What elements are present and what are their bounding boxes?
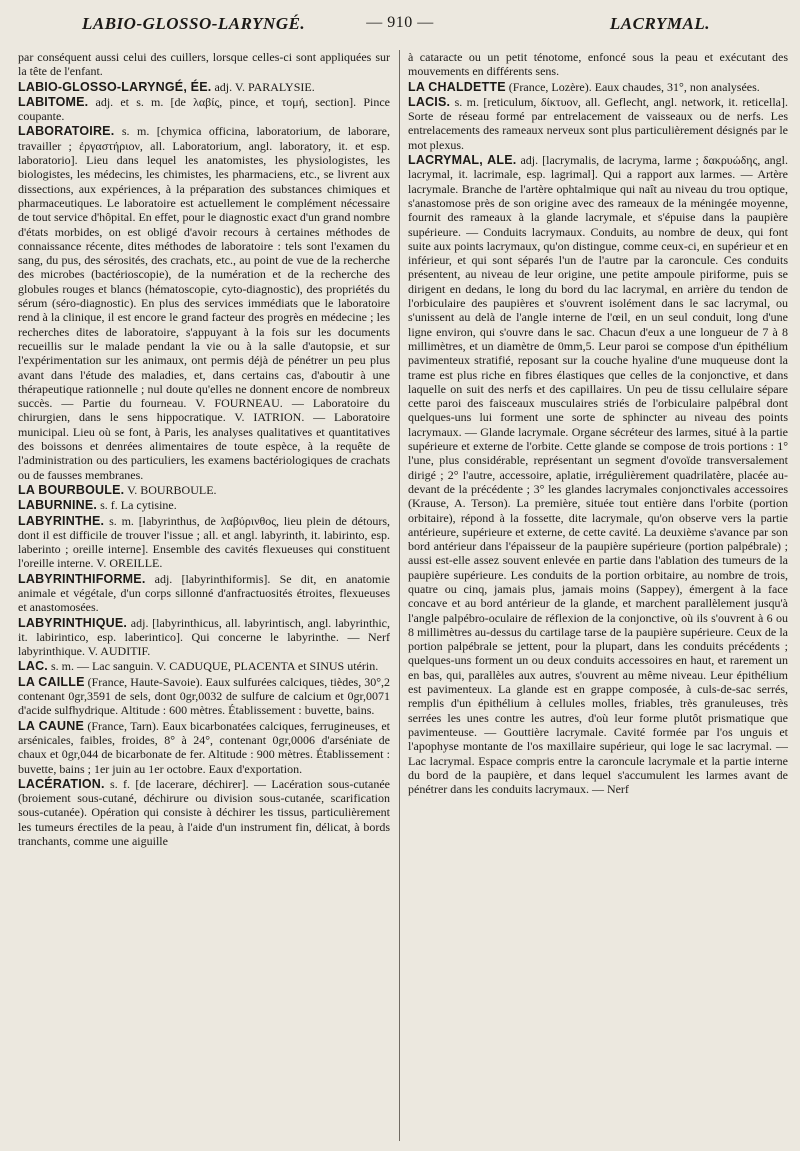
- entry-text: adj. et s. m. [de λαβίς, pince, et τομή, section]. Pince coupante.: [18, 94, 390, 124]
- entry-headword: LABITOME.: [18, 94, 89, 109]
- entry: [18, 95, 390, 124]
- running-head: [20, 14, 780, 44]
- entry: [18, 483, 390, 497]
- entry-text: adj. [labyrinthicus, all. labyrintisch, angl. labyrinthic, it. labirintico, esp. laberintico]. Qui concerne le labyrinthe. — Nerf labyrinthique. V. AUDITIF.: [18, 615, 390, 659]
- entry-headword: LABIO-GLOSSO-LARYNGÉ, ÉE.: [18, 79, 212, 94]
- entry: [18, 777, 390, 848]
- entry-headword: LACIS.: [408, 94, 451, 109]
- entry-text: adj. [lacrymalis, de lacryma, larme ; δακρυώδης, angl. lacrymal, it. lacrimale, esp. lagrimal]. Qui a rapport aux larmes. — Artère lacrymale. Branche de l'artère ophtalmique qui naît au niveau du trou optique, s'anastomose près de son origine avec des rameaux de la méningée moyenne, fournit des rameaux à la glande lacrymale, et s'épuise dans la paupière supérieure. — Conduits lacrymaux. Conduits, au nombre de deux, qui font suite aux points lacrymaux, qu'on distingue, comme ceux-ci, en supérieur et en inférieur, et qui sont séparés l'un de l'autre par la caroncule. Ces conduits présentent, au niveau de leur origine, une petite ampoule piriforme, puis se dirigent en dedans, le long du bord du lac lacrymal, en arrière du tendon de l'orbiculaire des paupières et s'ouvrent isolément dans le sac lacrymal, ou s'unissent au delà de l'angle interne de l'œil, en un seul conduit, long d'une ligne environ, qui s'ouvre dans le sac. Chacun d'eux a une longueur de 7 à 8 millimètres, et un diamètre de 0mm,5. Leur paroi se compose d'un épithélium pavimenteux stratifié, reposant sur la couche hyaline d'une muqueuse dont la trame est plus riche en fibres élastiques que celles de la conjonctive, et dans laquelle on suit des nerfs et des capillaires. Un peu de tissu cellulaire sépare cette paroi des faisceaux musculaires striés de l'orbiculaire palpébral dont quelques-uns lui forment une sorte de sphincter au niveau des points lacrymaux. — Glande lacrymale. Organe sécréteur des larmes, situé à la partie supérieure et externe de l'orbite. Cette glande se compose de trois portions : 1° l'une, plus considérable, représentant un segment d'ovoïde transversalement dirigé ; 2° l'autre, accessoire, aplatie, irrégulièrement quadrilatère, placée au-devant de la précédente ; 3° les glandes lacrymales conjonctivales accessoires (Krause, A. Terson). La première, située tout entière dans l'orbite (portion orbitaire), répond à la fossette, dite lacrymale, qu'on observe vers la partie antérieure, supérieure et externe, de cette cavité. La deuxième s'avance par son bord antérieur dans l'épaisseur de la paupière supérieure (portion palpébrale) ; aussi est-elle assez souvent enlevée en partie dans l'ablation des tumeurs de la paupière supérieure. Les conduits de la portion orbitaire, au nombre de trois, quatre ou cinq, jamais plus, jamais moins (Sappey), émergent à la face concave et au bord antérieur de la glande, et marchent parallèlement jusqu'à l'angle palpébro-oculaire de réflexion de la conjonctive, où ils s'ouvrent à 6 ou 8 millimètres au-dessus du cartilage tarse de la paupière supérieure. Ceux de la portion palpébrale se jettent, pour la plupart, dans les conduits précédents ; quelques-uns forment un ou deux conduits accessoires en haut, et rarement un en bas, qui, parallèles aux autres, s'ouvrent au même niveau. Leur épithélium est pavimenteux. La glande est en grappe composée, à culs-de-sac serrés, remplis d'un épithélium à cellules molles, friables, très granuleuses, très serrées les unes contre les autres, d'où leur forme plutôt prismatique que pavimenteuse. — Gouttière lacrymale. Cavité formée par l'os unguis et l'apophyse montante de l'os maxillaire supérieur, qui loge le sac lacrymal. — Lac lacrymal. Espace compris entre la caroncule lacrymale et la partie interne du bord de la paupière, et dans lequel s'accumulent les larmes avant de pénétrer dans les conduits lacrymaux. — Nerf: [408, 153, 788, 797]
- entry-headword: LA CHALDETTE: [408, 79, 506, 94]
- entry-headword: LA BOURBOULE.: [18, 482, 125, 497]
- entry-headword: LABYRINTHIQUE.: [18, 615, 128, 630]
- column-divider: [399, 50, 400, 1141]
- left-column: [18, 50, 390, 1145]
- entry: [18, 498, 390, 512]
- entry-text: s. f. [de lacerare, déchirer]. — Lacération sous-cutanée (broiement sous-cutané, déchirure ou division sous-cutanée, scarification sous-cutanée). Opération qui consiste à déchirer les tissus, particulièrement les tumeurs érectiles de la peau, à l'aide d'un instrument fin, délicat, à bords tranchants, comme une aiguille: [18, 776, 390, 849]
- entry-text: s. m. [labyrinthus, de λαβύρινθος, lieu plein de détours, dont il est difficile de trouver l'issue ; all. et angl. labyrinth, it. labirinto, esp. laberinto ; oreille interne]. Ensemble des cavités flexueuses qui constituent l'oreille interne. V. OREILLE.: [18, 513, 390, 571]
- entry-headword: LABURNINE.: [18, 498, 98, 513]
- entry-text: adj. V. PARALYSIE.: [211, 79, 315, 94]
- entry-text: s. m. — Lac sanguin. V. CADUQUE, PLACENTA et SINUS utérin.: [47, 659, 379, 674]
- entry-text: par conséquent aussi celui des cuillers, lorsque celles-ci sont appliquées sur la tête de l'enfant.: [18, 50, 390, 79]
- entry-text: s. m. [reticulum, δίκτυον, all. Geflecht, angl. network, it. reticella]. Sorte de réseau formé par entrelacement de vaisseaux ou de nerfs. Les entrelacements des rameaux nerveux sont plus particulièrement désignés par le mot plexus.: [408, 94, 788, 152]
- entry: [18, 675, 390, 718]
- entry: [18, 616, 390, 659]
- entry-text: (France, Haute-Savoie). Eaux sulfurées calciques, tièdes, 30°,2 contenant 0gr,3591 de sels, dont 0gr,0032 de sulfure de calcium et 0gr,0071 d'acide sulfhydrique. Altitude : 600 mètres. Établissement : buvette, bains.: [18, 674, 390, 718]
- entry-text: V. BOURBOULE.: [124, 482, 217, 497]
- entry: [18, 719, 390, 776]
- entry-headword: LA CAILLE: [18, 674, 85, 689]
- entry-text: s. m. [chymica officina, laboratorium, de laborare, travailler ; ἐργαστήριον, all. Laboratorium, angl. laboratory, it. et esp. laboratorio]. Lieu dans lequel les anatomistes, les physiologistes, les biologistes, les médecins, les chimistes, les pharmaciens, etc., se livrent aux dissections, aux expériences, à la préparation des substances chimiques et pharmaceutiques. Le laboratoire est actuellement le complément nécessaire de tout service d'hôpital. En effet, pour le diagnostic exact d'un grand nombre d'états morbides, on est obligé d'avoir recours à certaines méthodes de connaissance récente, dites méthodes de laboratoire : tels sont l'examen du sang, du pus, des sérosités, des crachats, etc., au point de vue de la recherche des microbes (bactérioscopie), de la numération et de la recherche des globules rouges et blancs (hématoscopie, cyto-diagnostic), des propriétés du sérum (séro-diagnostic). En plus des services immédiats que le laboratoire rend à la clinique, il est encore le grand facteur des progrès en médecine ; les recherches dites de laboratoire, s'appuyant à la fois sur les documents recueillis sur le malade pendant la vie ou à la salle d'autopsie, et sur l'expérimentation sur les animaux, ont permis déjà de pénétrer un peu plus avant dans l'étude des maladies, et, dans certains cas, d'aboutir à une thérapeutique rationnelle ; nul doute qu'elles ne donnent encore de nombreux succès. — Partie du fourneau. V. FOURNEAU. — Laboratoire du chirurgien, dans le sens hippocratique. V. IATRION. — Laboratoire municipal. Lieu où se font, à Paris, les analyses qualitatives et quantitatives des boissons et denrées alimentaires de toute espèce, à la requête de l'administration ou des particuliers, les examens bactériologiques de crachats ou de fausses membranes.: [18, 124, 390, 482]
- running-head-right: LACRYMAL.: [609, 14, 710, 33]
- entry-headword: LABORATOIRE.: [18, 124, 115, 139]
- entry-text: (France, Tarn). Eaux bicarbonatées calciques, ferrugineuses, et arsénicales, faibles, froides, 8° à 24°, contenant 0gr,0006 d'arséniate de chaux et 0gr,044 de bicarbonate de fer. Altitude : 900 mètres. Établissement : buvette, bains ; 1er juin au 1er octobre. Eaux d'exportation.: [18, 718, 390, 776]
- entry: [408, 153, 788, 796]
- entry: [408, 50, 788, 79]
- entry: [408, 80, 788, 94]
- entry-headword: LABYRINTHE.: [18, 513, 105, 528]
- entry-text: à cataracte ou un petit ténotome, enfoncé sous la peau et exécutant des mouvements en différents sens.: [408, 50, 788, 79]
- entry: [18, 572, 390, 615]
- running-head-left: LABIO-GLOSSO-LARYNGÉ.: [82, 14, 306, 33]
- entry: [18, 50, 390, 79]
- entry: [18, 80, 390, 94]
- entry-headword: LA CAUNE: [18, 718, 85, 733]
- entry-text: (France, Lozère). Eaux chaudes, 31°, non analysées.: [505, 79, 760, 94]
- entry: [18, 659, 390, 673]
- entry: [18, 514, 390, 571]
- entry-headword: LACÉRATION.: [18, 776, 105, 791]
- page-number: — 910 —: [366, 14, 434, 31]
- entry-headword: LAC.: [18, 659, 48, 674]
- entry-headword: LABYRINTHIFORME.: [18, 571, 146, 586]
- right-column: [408, 50, 788, 1145]
- entry-headword: LACRYMAL, ALE.: [408, 153, 517, 168]
- entry-text: s. f. La cytisine.: [97, 498, 177, 513]
- entry: [408, 95, 788, 152]
- entry-text: adj. [labyrinthiformis]. Se dit, en anatomie animale et végétale, d'un corps sillonné d'anfractuosités étroites, flexueuses et anastomosées.: [18, 571, 390, 615]
- entry: [18, 124, 390, 481]
